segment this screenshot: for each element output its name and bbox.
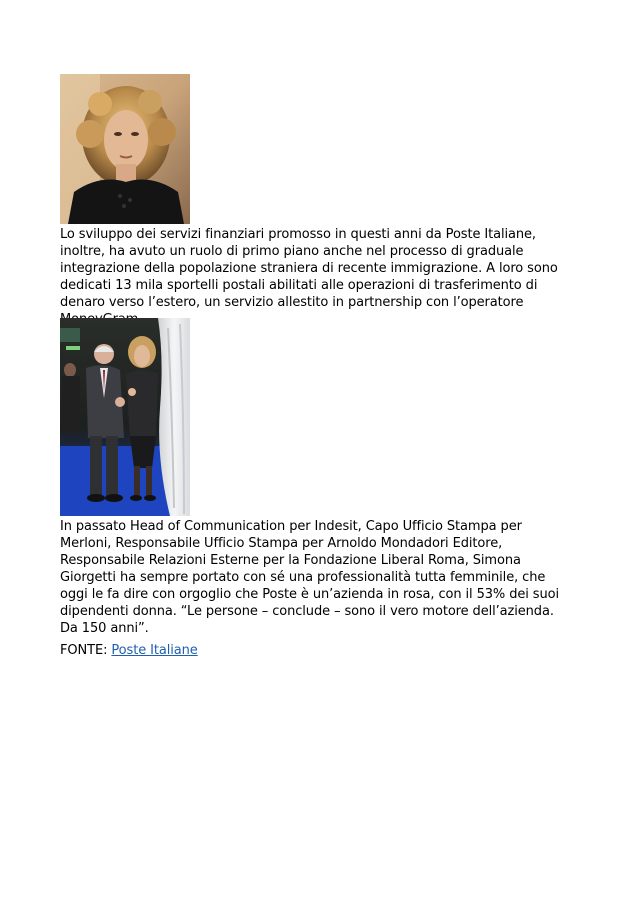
source-link[interactable]: Poste Italiane <box>111 643 198 658</box>
event-photo <box>60 318 190 516</box>
source-line <box>60 642 560 659</box>
event-photo-image <box>60 318 190 516</box>
portrait-photo-image <box>60 74 190 224</box>
portrait-photo <box>60 74 190 224</box>
article-paragraph-1: Lo sviluppo dei servizi finanziari promosso in questi anni da Poste Italiane, inoltre, ha avuto un ruolo di primo piano anche nel processo di graduale integrazione della popolazione straniera di recente immigrazione. A loro sono dedicati 13 mila sportelli postali abilitati alle operazioni di trasferimento di denaro verso l’estero, un servizio allestito in partnership con l’operatore <box>60 227 558 310</box>
source-label: FONTE: <box>60 643 112 658</box>
article-paragraph-2: In passato Head of Communication per Indesit, Capo Ufficio Stampa per Merloni, Responsabile Ufficio Stampa per Arnoldo Mondadori Editore, Responsabile Relazioni Esterne per la Fondazione Liberal Roma, Simona Giorgetti ha sempre portato con sé una professionalità tutta femminile, che oggi le fa dire con orgoglio che Poste è un’azienda in rosa, con il 53% dei suoi dipendenti donna. “Le persone – conclude – sono il vero motore dell’azienda. Da 150 anni”. <box>60 519 559 636</box>
